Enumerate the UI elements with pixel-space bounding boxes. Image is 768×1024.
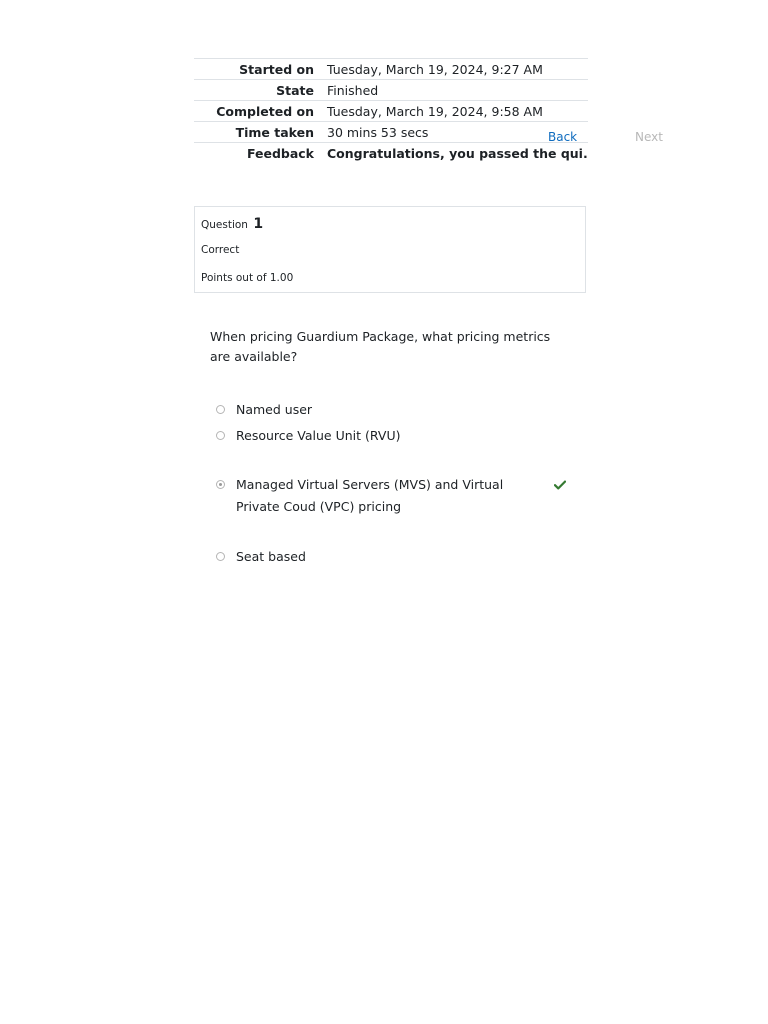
summary-value: Finished [327,82,379,98]
summary-value: Tuesday, March 19, 2024, 9:27 AM [327,61,543,77]
summary-label: Completed on [216,103,314,119]
summary-value: Congratulations, you passed the qui. [327,145,588,161]
summary-value: Tuesday, March 19, 2024, 9:58 AM [327,103,543,119]
summary-row-started [194,59,588,80]
question-text: When pricing Guardium Package, what pricing metrics are available? [210,329,551,364]
next-link: Next [635,130,663,144]
radio-button[interactable] [216,431,225,440]
question-info-box [194,206,586,293]
question-state: Correct [201,244,240,256]
summary-row-time-taken [194,122,588,143]
summary-label: Started on [239,61,314,77]
summary-row-feedback [194,143,588,164]
radio-button[interactable] [216,552,225,561]
back-link[interactable]: Back [548,130,578,144]
summary-row-state [194,80,588,101]
summary-label: Feedback [246,145,314,161]
attempt-summary-table [194,58,588,164]
summary-label: State [276,82,314,98]
answer-label: Resource Value Unit (RVU) [236,428,401,443]
radio-button[interactable] [216,405,225,414]
check-icon [554,480,566,490]
question-grade: Points out of 1.00 [201,272,294,284]
answer-label: Managed Virtual Servers (MVS) and Virtual Private Coud (VPC) pricing [236,477,504,514]
answer-label: Seat based [236,549,306,564]
question-number-value: 1 [253,216,264,232]
summary-row-completed [194,101,588,122]
summary-label: Time taken [235,124,314,140]
radio-button-selected[interactable] [216,480,225,489]
summary-value: 30 mins 53 secs [327,124,429,140]
question-prefix: Question [201,219,248,231]
question-number [201,216,263,232]
answer-label: Named user [236,402,313,417]
